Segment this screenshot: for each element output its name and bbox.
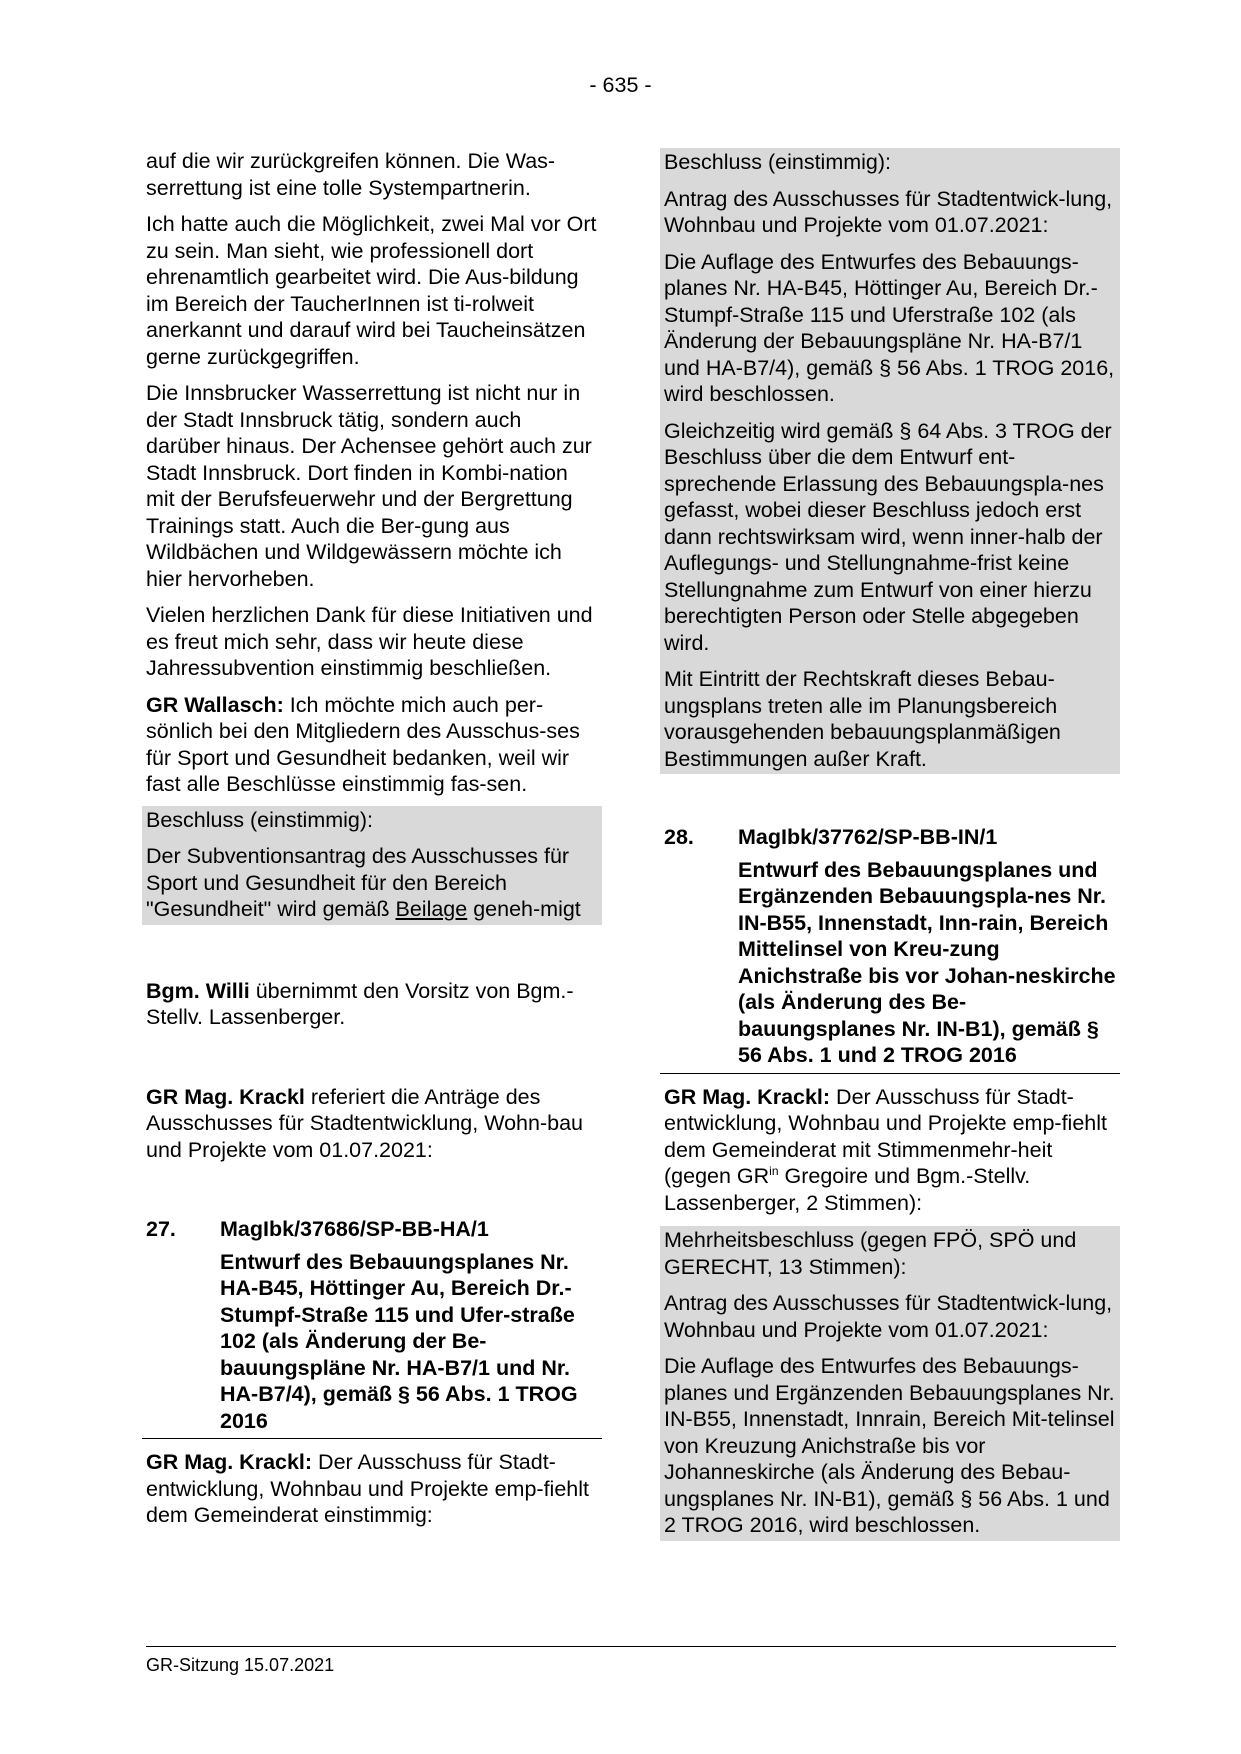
divider bbox=[660, 1073, 1120, 1074]
resolution-text: Gleichzeitig wird gemäß § 64 Abs. 3 TROG der Beschluss über die dem Entwurf ent-sprechende Erlassung des Bebauungspla-nes gefasst, wobei dieser Beschluss jedoch erst dann rechtswirksam wird, wenn inner-halb der Auflegungs- und Stellungnahme-frist keine Stellungnahme zum Entwurf von einer hierzu berechtigten Person oder Stelle abgegeben wird. bbox=[664, 418, 1112, 655]
speaker-name: GR Mag. Krackl: bbox=[664, 1084, 831, 1109]
resolution-box bbox=[660, 1226, 1120, 1541]
speech-text: Gregoire und Bgm.-Stellv. Lassenberger, 2 Stimmen): bbox=[664, 1164, 1031, 1215]
paragraph: Ich hatte auch die Möglichkeit, zwei Mal vor Ort zu sein. Man sieht, wie professionell dort ehrenamtlich gearbeitet wird. Die Aus-bildung im Bereich der TaucherInnen ist ti-rolweit anerkannt und darauf wird bei Taucheinsätzen gerne zurückgegriffen. bbox=[146, 212, 597, 369]
speech-paragraph bbox=[664, 1084, 1116, 1217]
resolution-text: Antrag des Ausschusses für Stadtentwick-lung, Wohnbau und Projekte vom 01.07.2021: bbox=[664, 186, 1113, 237]
resolution-text: Die Auflage des Entwurfes des Bebauungs-planes Nr. HA-B45, Höttinger Au, Bereich Dr.-Stumpf-Straße 115 und Uferstraße 102 (als Änderung der Bebauungspläne Nr. HA-B7/1 und HA-B7/4), gemäß § 56 Abs. 1 TROG 2016, wird beschlossen. bbox=[664, 249, 1115, 406]
speech-text: referiert die Anträge des Ausschusses für Stadtentwicklung, Wohn-bau und Projekte vom 01.07.2021: bbox=[146, 1084, 584, 1162]
speech-text: Ich möchte mich auch per-sönlich bei den Mitgliedern des Ausschus-ses für Sport und Gesundheit bedanken, weil wir fast alle Beschlüsse einstimmig fas-sen. bbox=[146, 692, 580, 796]
right-column bbox=[664, 148, 1116, 1541]
resolution-title: Beschluss (einstimmig): bbox=[664, 150, 891, 174]
resolution-text bbox=[146, 843, 598, 923]
resolution-text: Die Auflage des Entwurfes des Bebauungs-planes und Ergänzenden Bebauungsplanes Nr. IN-B55, Innenstadt, Innrain, Bereich Mit-telinsel von Kreuzung Anichstraße bis vor Johanneskirche (als Änderung des Bebau-ungsplanes Nr. IN-B1), gemäß § 56 Abs. 1 und 2 TROG 2016, wird beschlossen. bbox=[664, 1354, 1115, 1537]
resolution-title: Mehrheitsbeschluss (gegen FPÖ, SPÖ und GERECHT, 13 Stimmen): bbox=[664, 1228, 1077, 1279]
agenda-item-title: Entwurf des Bebauungsplanes und Ergänzenden Bebauungspla-nes Nr. IN-B55, Innenstadt, Inn-rain, Bereich Mittelinsel von Kreu-zung Anichstraße bis vor Johan-neskirche (als Änderung des Be-bauungsplanes Nr. IN-B1), gemäß § 56 Abs. 1 und 2 TROG 2016 bbox=[738, 857, 1116, 1067]
resolution-text: Mit Eintritt der Rechtskraft dieses Bebau-ungsplans treten alle im Planungsbereich vorausgehenden bebauungsplanmäßigen Bestimmungen außer Kraft. bbox=[664, 667, 1061, 771]
left-column bbox=[146, 148, 598, 1539]
paragraph: Die Innsbrucker Wasserrettung ist nicht nur in der Stadt Innsbruck tätig, sondern auch darüber hinaus. Der Achensee gehört auch zur Stadt Innsbruck. Dort finden in Kombi-nation mit der Berufsfeuerwehr und der Bergrettung Trainings statt. Auch die Ber-gung aus Wildbächen und Wildgewässern möchte ich hier hervorheben. bbox=[146, 381, 592, 591]
speech-paragraph bbox=[146, 1084, 598, 1164]
resolution-text-part: geneh-migt bbox=[467, 897, 581, 921]
agenda-item-header bbox=[664, 824, 1116, 851]
agenda-item-title: Entwurf des Bebauungsplanes Nr. HA-B45, Höttinger Au, Bereich Dr.-Stumpf-Straße 115 und Ufer-straße 102 (als Änderung der Be-bauungspläne Nr. HA-B7/1 und Nr. HA-B7/4), gemäß § 56 Abs. 1 TROG 2016 bbox=[220, 1249, 578, 1433]
speech-paragraph bbox=[146, 692, 598, 798]
speech-paragraph bbox=[146, 978, 598, 1031]
speech-text: Der Ausschuss für Stadt-entwicklung, Wohnbau und Projekte emp-fiehlt dem Gemeinderat einstimmig: bbox=[146, 1450, 589, 1527]
speech-text: übernimmt den Vorsitz von Bgm.-Stellv. Lassenberger. bbox=[146, 978, 574, 1029]
agenda-item-27 bbox=[146, 1216, 598, 1439]
paragraph: auf die wir zurückgreifen können. Die Was-serrettung ist eine tolle Systempartnerin. bbox=[146, 149, 556, 200]
paragraph: Vielen herzlichen Dank für diese Initiativen und es freut mich sehr, dass wir heute diese Jahressubvention einstimmig beschließen. bbox=[146, 603, 593, 680]
gender-suffix: in bbox=[769, 1164, 779, 1178]
speaker-name: Bgm. Willi bbox=[146, 978, 250, 1003]
resolution-text-part: Der Subventionsantrag des Ausschusses für Sport und Gesundheit für den Bereich "Gesundheit" wird gemäß bbox=[146, 844, 570, 921]
speaker-name: GR Mag. Krackl: bbox=[146, 1450, 313, 1474]
agenda-item-header bbox=[146, 1216, 598, 1243]
resolution-title: Beschluss (einstimmig): bbox=[146, 807, 373, 832]
footer-session-date: GR-Sitzung 15.07.2021 bbox=[146, 1655, 335, 1675]
resolution-text: Antrag des Ausschusses für Stadtentwick-lung, Wohnbau und Projekte vom 01.07.2021: bbox=[664, 1291, 1113, 1342]
agenda-item-28 bbox=[664, 824, 1116, 1074]
resolution-box bbox=[660, 148, 1120, 774]
footer-divider bbox=[146, 1646, 1116, 1647]
speaker-name: GR Mag. Krackl bbox=[146, 1084, 305, 1109]
page-number: - 635 - bbox=[589, 73, 652, 97]
agenda-item-code: MagIbk/37686/SP-BB-HA/1 bbox=[220, 1217, 489, 1241]
agenda-item-code: MagIbk/37762/SP-BB-IN/1 bbox=[738, 825, 998, 849]
agenda-item-number: 27. bbox=[146, 1217, 176, 1241]
divider bbox=[142, 1438, 602, 1439]
agenda-item-number: 28. bbox=[664, 825, 694, 849]
attachment-link: Beilage bbox=[395, 897, 468, 921]
speech-text: Der Ausschuss für Stadt-entwicklung, Wohnbau und Projekte emp-fiehlt dem Gemeinderat mit Stimmenmehr-heit (gegen GR bbox=[664, 1084, 1107, 1188]
speaker-name: GR Wallasch: bbox=[146, 692, 284, 717]
resolution-box bbox=[142, 806, 602, 925]
speech-paragraph bbox=[146, 1449, 598, 1529]
